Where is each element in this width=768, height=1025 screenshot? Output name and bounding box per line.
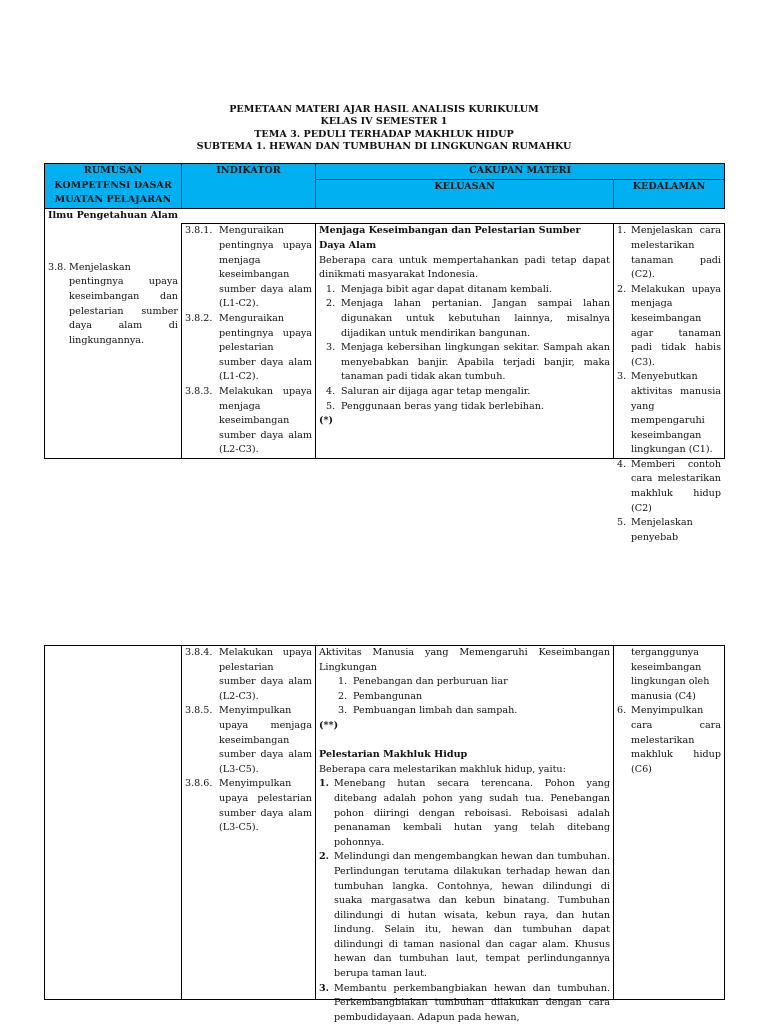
indikator-code: 3.8.4. [185, 647, 213, 658]
keluasan-item: 4. Saluran air dijaga agar tetap mengalir. [326, 385, 531, 397]
keluasan-intro: Beberapa cara untuk mempertahankan padi tetap dapat dinikmati masyarakat Indonesia. [319, 254, 610, 281]
indikator-text: Menyimpulkan upaya menjaga keseimbangan sumber daya alam (L3-C5). [219, 705, 312, 775]
indikator-code: 3.8.5. [185, 705, 213, 717]
header-kd: RUMUSAN KOMPETENSI DASAR MUATAN PELAJARAN [45, 164, 182, 209]
keluasan-item: 1. Penebangan dan perburuan liar [338, 676, 508, 688]
document-title [44, 104, 724, 153]
indikator-item [185, 777, 312, 835]
header-keluasan: KELUASAN [316, 180, 614, 209]
keluasan-intro: Beberapa cara melestarikan makhluk hidup, yaitu: [319, 763, 566, 775]
kd-text: Menjelaskan pentingnya upaya keseimbangan dan pelestarian sumber daya alam di lingkungannya. [69, 261, 178, 346]
indikator-item [185, 646, 312, 704]
kedalaman-item: 2. Melakukan upaya menjaga keseimbangan agar tanaman padi tidak habis (C3). [617, 283, 721, 368]
header-kedalaman: KEDALAMAN [614, 180, 725, 209]
indikator-code: 3.8.6. [185, 778, 213, 790]
kedalaman-item: 5. Menjelaskan penyebab [617, 517, 693, 543]
indikator-code: 3.8.1. [185, 225, 213, 237]
kedalaman-item: 4. Memberi contoh cara melestarikan makhluk hidup (C2) [617, 458, 721, 514]
indikator-text: Melakukan upaya menjaga keseimbangan sumber daya alam (L2-C3). [219, 385, 312, 456]
indikator-item [185, 385, 312, 458]
indikator-text: Menguraikan pentingnya upaya menjaga keseimbangan sumber daya alam (L1-C2). [219, 225, 312, 310]
indikator-code: 3.8.3. [185, 385, 213, 397]
keluasan-item: 3. Menjaga kebersihan lingkungan sekitar. Sampah akan menyebabkan banjir. Apabila terjadi banjir, maka tanaman padi tidak akan tumbuh. [326, 342, 610, 383]
keluasan-item: 2. Menjaga lahan pertanian. Jangan sampai lahan digunakan untuk kebutuhan lainnya, misalnya dijadikan untuk mendirikan bangunan. [326, 298, 610, 339]
keluasan-item: 1. Menjaga bibit agar dapat ditanam kembali. [326, 283, 552, 295]
kedalaman-continuation: terganggunya keseimbangan lingkungan oleh manusia (C4) [631, 647, 710, 702]
title-line-3: TEMA 3. PEDULI TERHADAP MAKHLUK HIDUP [254, 128, 514, 140]
indikator-text: Menguraikan pentingnya upaya pelestarian sumber daya alam (L1-C2). [219, 312, 312, 383]
indikator-item [185, 704, 312, 777]
indikator-text: Menyimpulkan upaya pelestarian sumber daya alam (L3-C5). [219, 778, 312, 834]
kd-cell [45, 224, 182, 459]
keluasan-title: Pelestarian Makhluk Hidup [319, 749, 468, 761]
header-indikator: INDIKATOR [182, 164, 316, 209]
kd-item [48, 261, 178, 349]
kd-code: 3.8. [48, 261, 67, 273]
mapping-table-page1 [44, 163, 725, 543]
keluasan-note: (**) [319, 719, 339, 731]
kedalaman-item: 3. Menyebutkan aktivitas manusia yang mempengaruhi keseimbangan lingkungan (C1). [617, 371, 721, 456]
keluasan-item: 5. Penggunaan beras yang tidak berlebihan. [326, 400, 544, 412]
keluasan-item: 2. Melindungi dan mengembangkan hewan dan tumbuhan. Perlindungan terutama dilakukan terhadap hewan dan tumbuhan langka. Contohnya, hewan dilindungi di suaka margasatwa dan kebun binatang. Tumbuhan dilindungi di hutan wisata, kebun raya, dan hutan lindung. Selain itu, hewan dan tumbuhan dapat dilindungi di taman nasional dan cagar alam. Khusus hewan dan tumbuhan laut, tempat perlindungannya berupa taman laut. [319, 851, 610, 980]
keluasan-item: 1. Menebang hutan secara terencana. Pohon yang ditebang adalah pohon yang sudah tua. Penebangan pohon diiringi dengan reboisasi. Reboisasi adalah penanaman kembali hutan yang telah ditebang pohonnya. [319, 778, 610, 848]
kedalaman-item: 6. Menyimpulkan cara cara melestarikan makhluk hidup (C6) [617, 705, 721, 775]
keluasan-cell [316, 646, 614, 1023]
keluasan-note: (*) [319, 415, 334, 427]
indikator-cell [182, 224, 316, 459]
indikator-code: 3.8.2. [185, 312, 213, 324]
subject-label: Ilmu Pengetahuan Alam [45, 208, 725, 224]
kedalaman-cell [614, 224, 725, 543]
keluasan-item: 2. Pembangunan [338, 690, 423, 702]
header-cakupan: CAKUPAN MATERI [316, 164, 725, 180]
title-line-1: PEMETAAN MATERI AJAR HASIL ANALISIS KURIKULUM [229, 104, 539, 115]
kedalaman-item: 1. Menjelaskan cara melestarikan tanaman padi (C2). [617, 225, 721, 281]
indikator-cell [182, 646, 316, 1000]
keluasan-title: Menjaga Keseimbangan dan Pelestarian Sumber Daya Alam [319, 225, 581, 251]
indikator-text: Melakukan upaya pelestarian sumber daya alam (L2-C3). [219, 647, 312, 702]
keluasan-cell [316, 224, 614, 459]
mapping-table-page2 [44, 645, 725, 1023]
kd-cell-empty [45, 646, 182, 1000]
indikator-item [185, 224, 312, 312]
kedalaman-cell [614, 646, 725, 1000]
keluasan-title: Aktivitas Manusia yang Memengaruhi Keseimbangan Lingkungan [319, 647, 610, 673]
keluasan-item: 3. Pembuangan limbah dan sampah. [338, 705, 518, 717]
indikator-item [185, 312, 312, 385]
title-line-4: SUBTEMA 1. HEWAN DAN TUMBUHAN DI LINGKUNGAN RUMAHKU [196, 140, 572, 152]
keluasan-item: 3. Membantu perkembangbiakan hewan dan tumbuhan. Perkembangbiakan tumbuhan dilakukan dengan cara pembudidayaan. Adapun pada hewan, [319, 982, 610, 1023]
title-line-2: KELAS IV SEMESTER 1 [320, 116, 448, 128]
